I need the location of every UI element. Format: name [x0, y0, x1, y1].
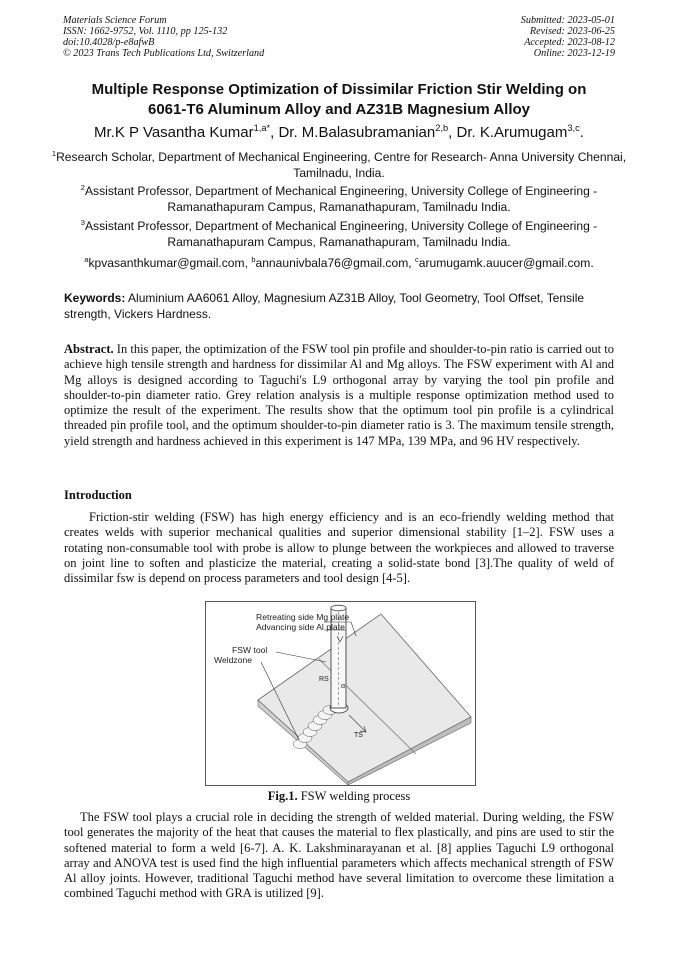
affiliation-3 — [50, 219, 628, 250]
author-list — [40, 123, 638, 143]
copyright-line: © 2023 Trans Tech Publications Ltd, Switzerland — [63, 48, 265, 59]
author-end: . — [579, 124, 584, 141]
abstract-text: In this paper, the optimization of the FSW tool pin profile and shoulder-to-pin ratio is carried out to achieve high tensile strength and hardness for dissimilar Al and Mg alloys. The FSW experiment with Al and Mg alloys is designed according to Taguchi's L9 orthogonal array by varying the tool pin profile and shoulder-to-pin diameter ratio. Grey relation analysis is a multiple response optimization method used to optimize the result of the experiment. The results show that the optimum tool pin profile is a cylindrical threaded pin profile tool, and the optimum shoulder-to-pin diameter ratio is 3. The maximum tensile strength, yield strength and hardness achieved in this experiment is 147 MPa, 139 MPa, and 96 HV respectively. — [64, 342, 614, 448]
affiliation-text: Research Scholar, Department of Mechanical Engineering, Centre for Research- Anna University Chennai, Tamilnadu, India. — [56, 150, 627, 180]
email-marker: b — [251, 254, 256, 264]
affiliation-2 — [50, 184, 628, 215]
label-retreating-side: Retreating side Mg plate — [256, 612, 350, 622]
affiliation-marker: 2 — [80, 182, 85, 192]
plate-top-face — [258, 614, 471, 782]
author-1-affil: 1,a* — [253, 123, 271, 133]
label-weldzone: Weldzone — [214, 655, 253, 665]
label-advancing-side: Advancing side Al plate — [256, 622, 345, 632]
author-sep: , — [448, 124, 457, 141]
email-link[interactable]: annaunivbala76@gmail.com, — [255, 256, 415, 270]
revised-date: Revised: 2023-06-25 — [529, 26, 615, 37]
abstract-label: Abstract. — [64, 342, 114, 356]
author-3: Dr. K.Arumugam — [456, 124, 568, 141]
author-sep: , — [270, 124, 279, 141]
abstract-section — [64, 342, 614, 449]
author-3-affil: 3,c — [567, 123, 580, 133]
introduction-paragraph: Friction-stir welding (FSW) has high energy efficiency and is an eco-friendly welding method that creates welds with superior mechanical qualities and superior dimensional stability [1–2]. FSW uses a rotating non-consumable tool with probe is allow to plunge between the workpieces and allowed to traverse on joint line to soften and plasticize the material, creating a solid-state bond [3].The quality of weld of dissimilar fsw is depend on process parameters and tool design [4-5]. — [64, 510, 614, 586]
email-list — [40, 256, 638, 272]
online-date: Online: 2023-12-19 — [533, 48, 615, 59]
author-2-affil: 2,b — [435, 123, 449, 133]
email-marker: a — [84, 254, 89, 264]
body-paragraph: The FSW tool plays a crucial role in deciding the strength of welded material. During welding, the FSW tool generates the majority of the heat that causes the material to flex plastically, and pins are used to stir the softened material to form a weld [6-7]. A. K. Lakshminarayanan et al. [8] applies Taguchi L9 orthogonal array and ANOVA test is used find the high influential parameters which affects mechanical strength of FSW Al alloy joints. However, traditional Taguchi method have several limitation to overcome these limitation a combined Taguchi method with GRA is utilized [9]. — [64, 810, 614, 901]
dates-info — [521, 15, 615, 59]
label-fsw-tool: FSW tool — [232, 645, 268, 655]
author-1: Mr.K P Vasantha Kumar — [94, 124, 254, 141]
affiliation-text: Assistant Professor, Department of Mechanical Engineering, University College of Engineering - Ramanathapuram Campus, Ramanathapuram, Tamilnadu India. — [84, 219, 598, 249]
issn-line: ISSN: 1662-9752, Vol. 1110, pp 125-132 — [63, 26, 228, 37]
author-2: Dr. M.Balasubramanian — [278, 124, 436, 141]
caption-label: Fig.1. — [267, 789, 298, 803]
figure-caption — [64, 789, 614, 804]
accepted-date: Accepted: 2023-08-12 — [524, 37, 615, 48]
introduction-heading: Introduction — [64, 488, 132, 502]
keywords-text: Aluminium AA6061 Alloy, Magnesium AZ31B Alloy, Tool Geometry, Tool Offset, Tensile strength, Vickers Hardness. — [64, 291, 585, 321]
caption-text: FSW welding process — [297, 789, 411, 803]
title-line-2: 6061-T6 Aluminum Alloy and AZ31B Magnesium Alloy — [147, 101, 531, 118]
affiliation-marker: 3 — [80, 217, 85, 227]
figure-1 — [205, 601, 476, 786]
title-line-1: Multiple Response Optimization of Dissimilar Friction Stir Welding on — [91, 81, 587, 98]
leader-tool — [276, 652, 326, 662]
keywords-section — [64, 291, 614, 322]
label-ts: TS — [354, 732, 363, 739]
fsw-diagram — [206, 602, 475, 785]
journal-info — [63, 15, 264, 59]
affiliation-marker: 1 — [51, 148, 57, 158]
paper-title — [40, 80, 638, 120]
affiliation-text: Assistant Professor, Department of Mechanical Engineering, University College of Engineering - Ramanathapuram Campus, Ramanathapuram, Tamilnadu India. — [84, 184, 598, 214]
label-angle: α — [341, 683, 346, 690]
email-link[interactable]: arumugamk.auucer@gmail.com. — [418, 256, 594, 270]
label-rs: RS — [319, 676, 329, 683]
affiliation-1 — [50, 150, 628, 181]
tool-top — [331, 605, 346, 611]
email-link[interactable]: kpvasanthkumar@gmail.com, — [88, 256, 252, 270]
submitted-date: Submitted: 2023-05-01 — [520, 15, 615, 26]
journal-name: Materials Science Forum — [63, 15, 167, 26]
doi-line: doi:10.4028/p-e8afwB — [63, 37, 155, 48]
keywords-label: Keywords: — [64, 291, 126, 305]
email-marker: c — [415, 254, 419, 264]
